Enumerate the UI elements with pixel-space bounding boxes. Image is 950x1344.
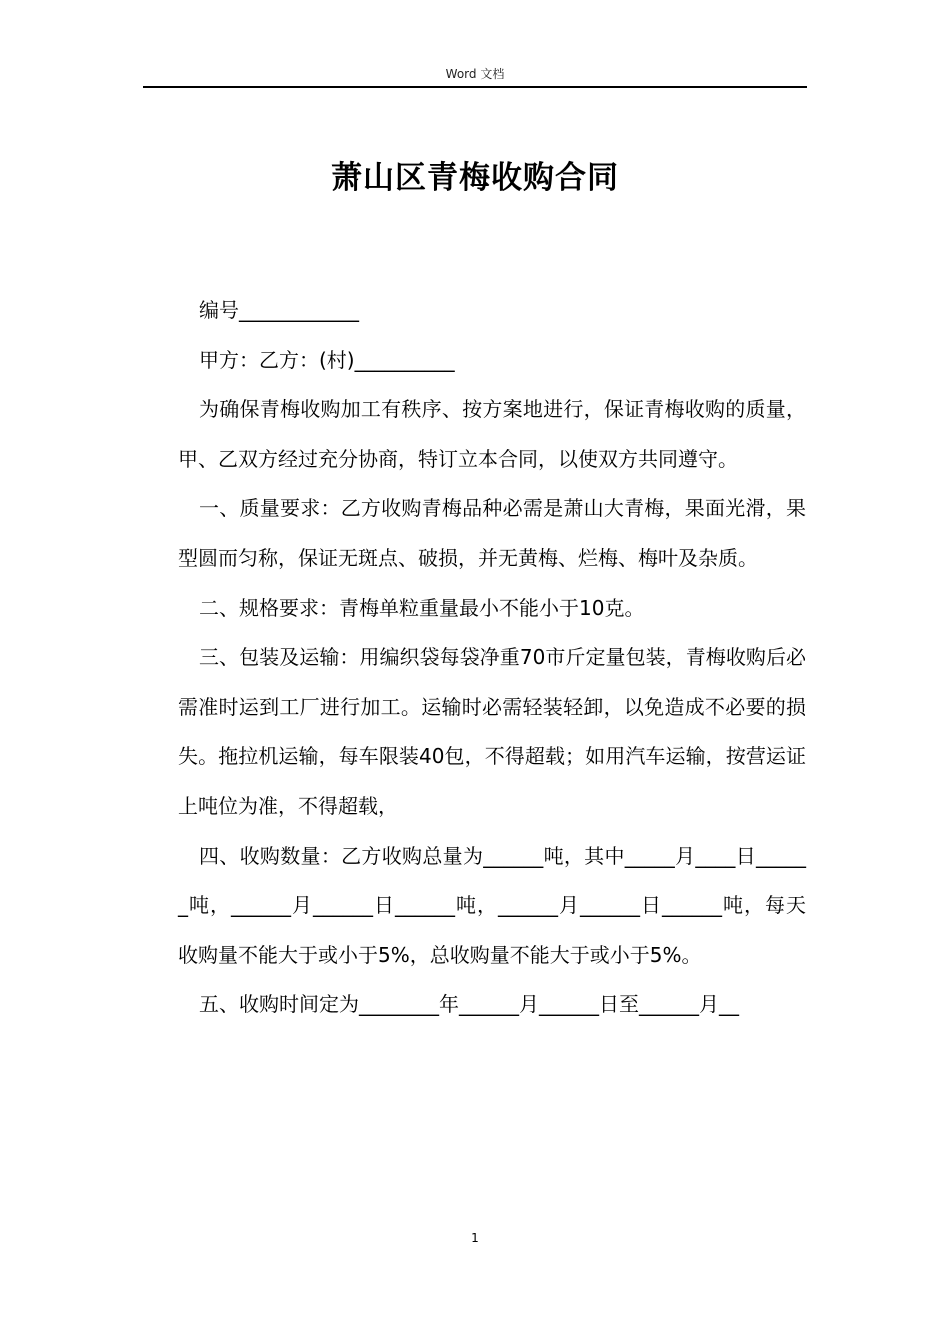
document-title: 萧山区青梅收购合同 [331, 160, 619, 196]
clause-specification: 二、规格要求：青梅单粒重量最小不能小于10克。 [199, 595, 645, 620]
parties-line: 甲方：乙方：(村)__________ [199, 347, 455, 372]
contract-number-line: 编号____________ [199, 298, 359, 322]
clause-time: 五、收购时间定为________年______月______日至______月__ [199, 992, 739, 1017]
document-body [178, 286, 806, 1030]
clause-quantity: 四、收购数量：乙方收购总量为______吨，其中_____月____日______吨，______月______日______吨，______月______日______吨，每天收购量不能大于或小于5%，总收购量不能大于或小于5%。 [178, 843, 806, 967]
preamble-paragraph: 为确保青梅收购加工有秩序、按方案地进行，保证青梅收购的质量，甲、乙双方经过充分协商，特订立本合同，以使双方共同遵守。 [178, 397, 806, 471]
clause-packaging-transport: 三、包装及运输：用编织袋每袋净重70市斤定量包装，青梅收购后必需准时运到工厂进行加工。运输时必需轻装轻卸，以免造成不必要的损失。拖拉机运输，每车限装40包，不得超载；如用汽车运输，按营运证上吨位为准，不得超载， [178, 645, 806, 818]
clause-quality: 一、质量要求：乙方收购青梅品种必需是萧山大青梅，果面光滑，果型圆而匀称，保证无斑点、破损，并无黄梅、烂梅、梅叶及杂质。 [178, 496, 806, 570]
page-number: 1 [471, 1231, 479, 1245]
page-header: Word 文档 [445, 67, 505, 81]
header-divider [143, 86, 807, 88]
